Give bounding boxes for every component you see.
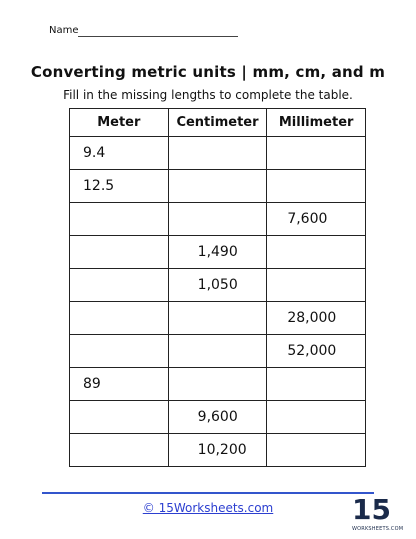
millimeter-cell[interactable] (267, 401, 366, 434)
column-header-centimeter: Centimeter (168, 109, 267, 137)
logo-wordmark: WORKSHEETS.COM (352, 526, 404, 532)
meter-cell[interactable] (70, 401, 169, 434)
site-logo (352, 493, 404, 534)
copyright-link[interactable]: © 15Worksheets.com (142, 501, 274, 515)
meter-cell[interactable]: 12.5 (70, 170, 169, 203)
millimeter-cell[interactable] (267, 269, 366, 302)
millimeter-cell[interactable] (267, 434, 366, 467)
centimeter-cell[interactable] (168, 170, 267, 203)
centimeter-cell[interactable] (168, 335, 267, 368)
table-row (70, 302, 366, 335)
footer-divider (42, 492, 374, 494)
meter-cell[interactable] (70, 434, 169, 467)
centimeter-cell[interactable] (168, 368, 267, 401)
millimeter-cell[interactable]: 28,000 (267, 302, 366, 335)
millimeter-cell[interactable]: 52,000 (267, 335, 366, 368)
table-row (70, 137, 366, 170)
table-header-row (70, 109, 366, 137)
logo-number: 15 (352, 493, 391, 526)
table-row (70, 434, 366, 467)
name-underline (78, 36, 238, 37)
conversion-table (69, 108, 366, 467)
table-row (70, 335, 366, 368)
column-header-millimeter: Millimeter (267, 109, 366, 137)
centimeter-cell[interactable] (168, 203, 267, 236)
column-header-meter: Meter (70, 109, 169, 137)
name-label: Name (49, 25, 79, 36)
table-row (70, 368, 366, 401)
table-row (70, 203, 366, 236)
millimeter-cell[interactable] (267, 236, 366, 269)
meter-cell[interactable] (70, 203, 169, 236)
meter-cell[interactable] (70, 236, 169, 269)
worksheet-title: Converting metric units | mm, cm, and m (30, 63, 386, 81)
centimeter-cell[interactable]: 1,490 (168, 236, 267, 269)
meter-cell[interactable] (70, 335, 169, 368)
centimeter-cell[interactable]: 1,050 (168, 269, 267, 302)
meter-cell[interactable]: 9.4 (70, 137, 169, 170)
millimeter-cell[interactable] (267, 368, 366, 401)
centimeter-cell[interactable] (168, 302, 267, 335)
table-row (70, 269, 366, 302)
meter-cell[interactable] (70, 269, 169, 302)
millimeter-cell[interactable] (267, 137, 366, 170)
table-row (70, 401, 366, 434)
meter-cell[interactable] (70, 302, 169, 335)
worksheet-instructions: Fill in the missing lengths to complete the table. (63, 88, 353, 102)
table-row (70, 170, 366, 203)
centimeter-cell[interactable]: 10,200 (168, 434, 267, 467)
meter-cell[interactable]: 89 (70, 368, 169, 401)
millimeter-cell[interactable]: 7,600 (267, 203, 366, 236)
millimeter-cell[interactable] (267, 170, 366, 203)
centimeter-cell[interactable] (168, 137, 267, 170)
centimeter-cell[interactable]: 9,600 (168, 401, 267, 434)
table-row (70, 236, 366, 269)
